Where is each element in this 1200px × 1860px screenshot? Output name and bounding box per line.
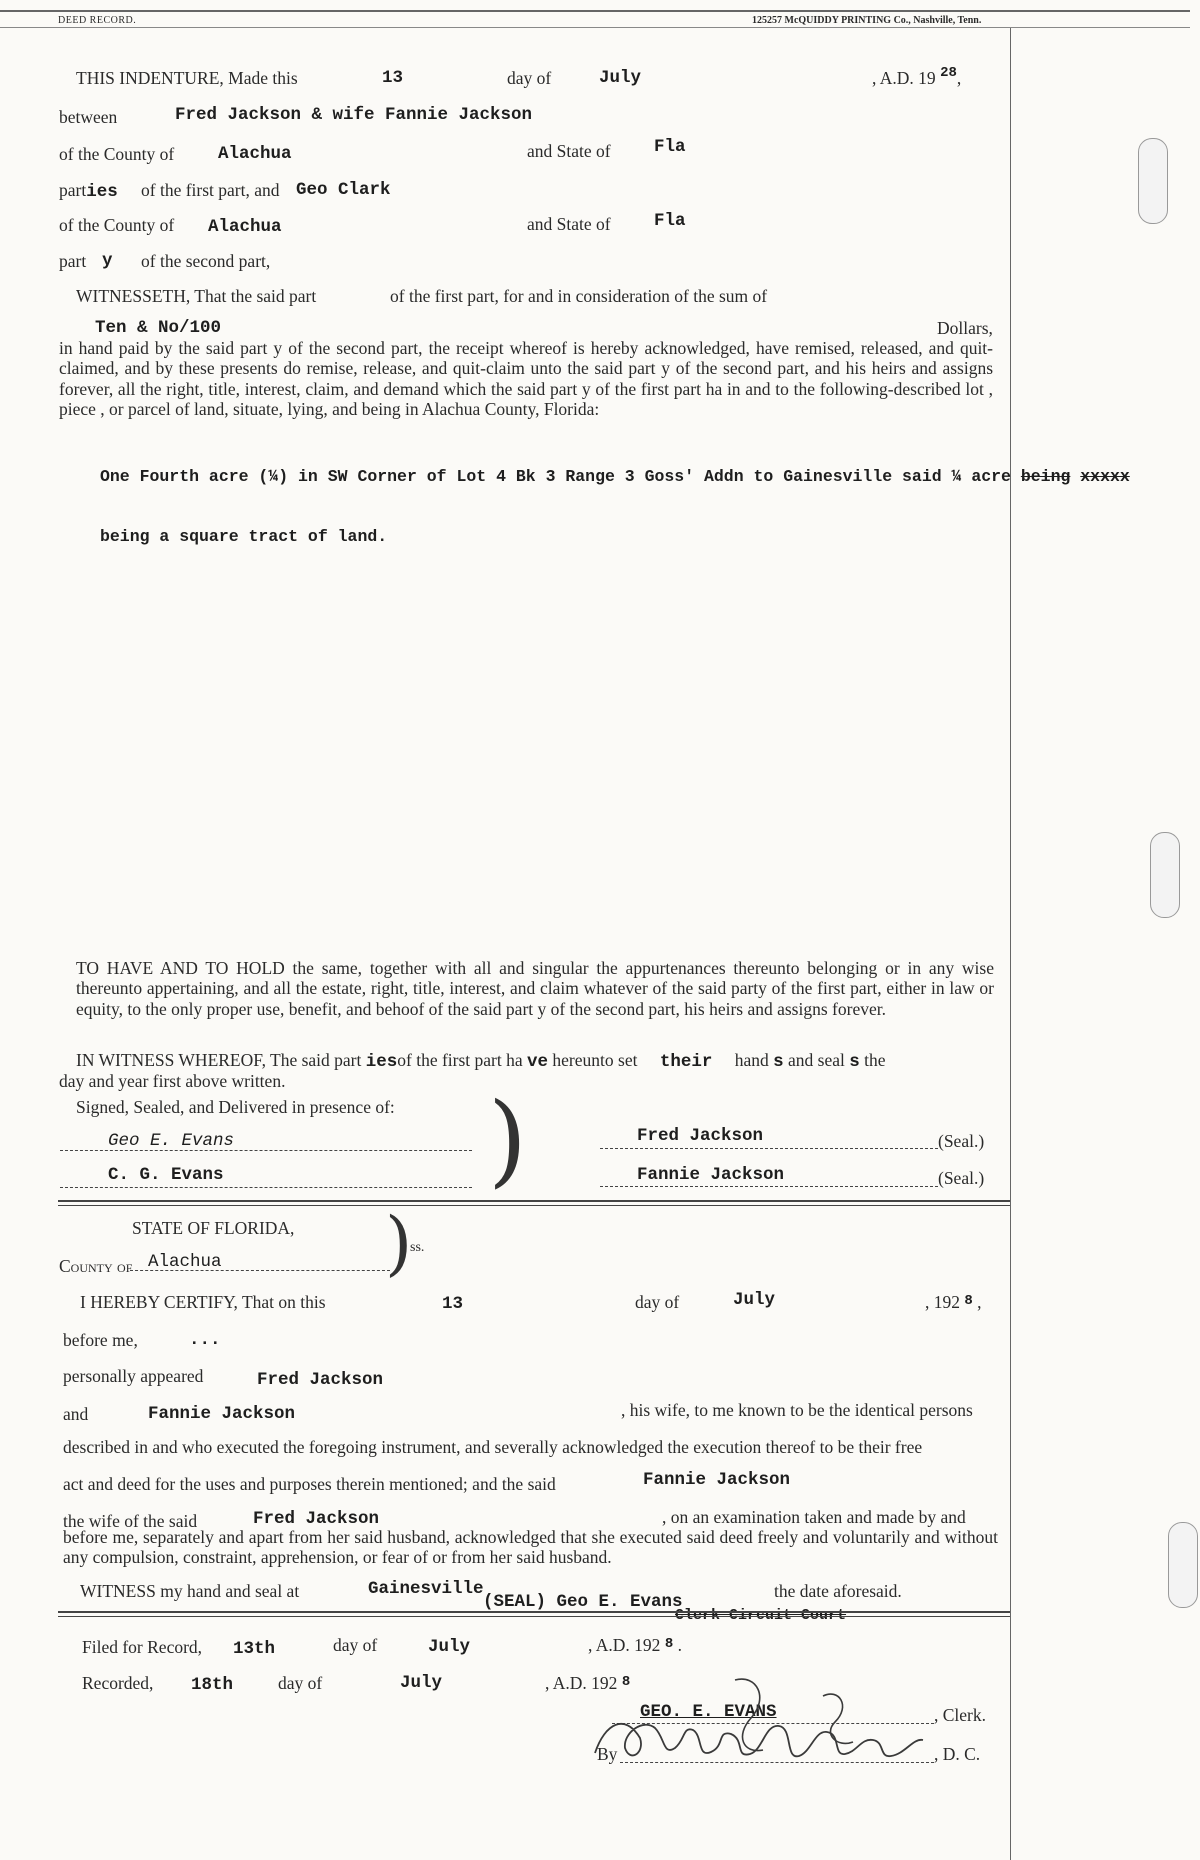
consideration-paragraph: in hand paid by the said part y of the second part, the receipt whereof is hereby acknowledged, have remised, released, and quit-claimed, and by these presents do remise, release, and quit-claim unto the said part y of the second part, and his heirs and assigns forever, all the right, title, interest, claim, and demand which the said part y of the first part ha in and to the following-described lot , piece , or parcel of land, situate, lying, and being in Alachua County, Florida:: [59, 338, 993, 420]
and-label: and: [63, 1404, 89, 1424]
parties-line: [59, 180, 118, 203]
deed-year-suffix: 28: [940, 65, 957, 81]
binder-hole-3: [1168, 1522, 1198, 1608]
wife-of-label: the wife of the said: [63, 1511, 198, 1531]
recorded-label: Recorded,: [82, 1673, 154, 1693]
ack-day-of: day of: [635, 1292, 680, 1312]
ack-day: 13: [442, 1294, 464, 1314]
examination-text: , on an examination taken and made by and: [662, 1507, 966, 1527]
filed-day-of: day of: [333, 1635, 378, 1655]
grantee-state: Fla: [654, 211, 686, 231]
signer2-seal: (Seal.): [938, 1168, 985, 1188]
header-rule-bottom: [0, 27, 1190, 28]
ad-label: [872, 65, 962, 90]
header-printer-label: 125257 McQUIDDY PRINTING Co., Nashville, Tenn.: [752, 15, 982, 26]
certify-text: I HEREBY CERTIFY, That on this: [80, 1292, 326, 1312]
county-label-2: of the County of: [59, 215, 175, 235]
filed-ad-text: , A.D. 192: [588, 1635, 661, 1655]
witness2-line: [60, 1187, 472, 1188]
filed-ad: [588, 1635, 682, 1657]
parties-suffix: ies: [86, 182, 118, 202]
land-description-line2: being a square tract of land.: [100, 527, 388, 546]
recorded-month: July: [400, 1673, 443, 1693]
deed-month: July: [599, 68, 642, 88]
officer-mark: ...: [189, 1330, 221, 1350]
filed-month: July: [428, 1637, 471, 1657]
dollars-label: Dollars,: [937, 318, 993, 338]
binder-hole-1: [1138, 138, 1168, 224]
state-heading: STATE OF FLORIDA,: [132, 1218, 295, 1238]
filed-day: 13th: [233, 1639, 276, 1659]
clerk-name: GEO. E. EVANS: [640, 1702, 777, 1722]
header-rule-top: [0, 10, 1190, 12]
ack-county: Alachua: [148, 1252, 222, 1272]
party-suffix: y: [102, 251, 113, 271]
husband-name: Fred Jackson: [253, 1509, 380, 1529]
ack-year: [925, 1292, 982, 1314]
grantor-county: Alachua: [218, 144, 292, 164]
section-rule-2a: [58, 1611, 1010, 1613]
land-xed-out: xxxxx: [1080, 467, 1130, 486]
ww-s2: s: [849, 1052, 860, 1072]
ad-comma: ,: [956, 68, 962, 88]
witness1-name: Geo E. Evans: [108, 1131, 235, 1151]
consideration-sum: Ten & No/100: [95, 318, 222, 338]
ww-ve: ve: [527, 1052, 549, 1072]
between-label: between: [59, 107, 118, 127]
witness-whereof-line1: [76, 1050, 886, 1073]
his-wife-text: , his wife, to me known to be the identical persons: [621, 1400, 973, 1420]
signer1-seal: (Seal.): [938, 1131, 985, 1151]
place-name: Gainesville: [368, 1579, 484, 1599]
ww-s1: s: [773, 1052, 784, 1072]
recorded-year: 8: [621, 1674, 631, 1690]
ww-their: their: [659, 1052, 713, 1072]
personally-appeared-label: personally appeared: [63, 1366, 204, 1386]
section-rule-1b: [58, 1205, 1010, 1206]
signer2-name: Fannie Jackson: [637, 1165, 785, 1185]
right-margin-line: [1010, 28, 1011, 1860]
ww-ies: ies: [365, 1052, 398, 1072]
first-part-label: of the first part, and: [141, 180, 280, 200]
witness2-name: C. G. Evans: [108, 1165, 224, 1185]
by-label: By: [597, 1744, 618, 1764]
date-aforesaid: the date aforesaid.: [774, 1581, 902, 1601]
section-rule-1a: [58, 1200, 1010, 1202]
clerk-label: , Clerk.: [934, 1705, 987, 1725]
land-text-1: One Fourth acre (¼) in SW Corner of Lot 4 Bk 3 Range 3 Goss' Addn to Gainesville said ¼ acre: [100, 467, 1011, 486]
examination-paragraph: before me, separately and apart from her said husband, acknowledged that she executed said deed freely and voluntarily and without any compulsion, constraint, apprehension, or fear of or from her said husband.: [63, 1527, 998, 1568]
ss-label: ss.: [410, 1240, 425, 1255]
witness-whereof-line2: day and year first above written.: [59, 1071, 286, 1091]
county-line: [130, 1270, 390, 1271]
clerk-title-struck: Clerk Circuit Court: [675, 1607, 847, 1624]
habendum-paragraph: TO HAVE AND TO HOLD the same, together with all and singular the appurtenances thereunto belonging or in any wise thereunto appertaining, and all the estate, right, title, interest, and claim whatever of the said party of the first part, either in law or equity, to the only proper use, benefit, and behoof of the said part y of the second part, his heirs and assigns forever.: [76, 958, 994, 1019]
ww-text-a: IN WITNESS WHEREOF, The said part: [76, 1050, 362, 1070]
dc-label: , D. C.: [934, 1744, 981, 1764]
ack-year-prefix: , 192: [925, 1292, 960, 1312]
described-text: described in and who executed the foregoing instrument, and severally acknowledged the execution thereof to be their free: [63, 1437, 923, 1457]
deed-day: 13: [382, 68, 404, 88]
filed-label: Filed for Record,: [82, 1637, 203, 1657]
signer1-line: [600, 1148, 938, 1149]
land-description-line1: [100, 467, 1130, 487]
signature-brace: ): [488, 1081, 528, 1198]
signer2-line: [600, 1186, 938, 1187]
recorded-day-of: day of: [278, 1673, 323, 1693]
grantee-county: Alachua: [208, 217, 282, 237]
witnesseth-b: of the first part, for and in consideration of the sum of: [390, 286, 768, 306]
wife-name: Fannie Jackson: [643, 1470, 791, 1490]
ww-text-d: hand: [734, 1050, 769, 1070]
day-of-label: day of: [507, 68, 552, 88]
person1-name: Fred Jackson: [257, 1370, 384, 1390]
ww-text-b: of the first part ha: [397, 1050, 523, 1070]
witnesseth-a: WITNESSETH, That the said part: [76, 286, 317, 306]
state-label-2: and State of: [527, 214, 611, 234]
ww-text-f: the: [864, 1050, 886, 1070]
ww-text-c: hereunto set: [552, 1050, 638, 1070]
header-left-label: DEED RECORD.: [58, 15, 137, 26]
ad-text: , A.D. 19: [872, 68, 936, 88]
signer1-name: Fred Jackson: [637, 1126, 764, 1146]
binder-hole-2: [1150, 832, 1180, 918]
ack-year-digit: 8: [964, 1293, 973, 1309]
parties-prefix: part: [59, 180, 87, 200]
land-struck-word: being: [1020, 467, 1071, 486]
second-part-label: of the second part,: [141, 251, 271, 271]
signed-sealed-label: Signed, Sealed, and Delivered in presence of:: [76, 1097, 395, 1117]
before-me-label: before me,: [63, 1330, 138, 1350]
filed-year: 8: [664, 1636, 674, 1652]
party-prefix: part: [59, 251, 87, 271]
witness-hand-label: WITNESS my hand and seal at: [80, 1581, 300, 1601]
county-label-1: of the County of: [59, 144, 175, 164]
ack-year-comma: ,: [977, 1292, 982, 1312]
person2-name: Fannie Jackson: [148, 1404, 296, 1424]
grantor-names: Fred Jackson & wife Fannie Jackson: [175, 105, 533, 125]
seal-signer: (SEAL) Geo E. Evans: [483, 1592, 683, 1612]
county-brace: ): [385, 1202, 413, 1284]
recorded-ad-text: , A.D. 192: [545, 1673, 618, 1693]
state-label-1: and State of: [527, 141, 611, 161]
grantor-state: Fla: [654, 137, 686, 157]
county-of-label: County of: [59, 1256, 133, 1276]
act-deed-text: act and deed for the uses and purposes therein mentioned; and the said: [63, 1474, 556, 1494]
handwritten-signature: [585, 1668, 945, 1778]
grantee-name: Geo Clark: [296, 180, 391, 200]
ack-month: July: [733, 1290, 776, 1310]
recorded-day: 18th: [191, 1675, 234, 1695]
ww-text-e: and seal: [788, 1050, 845, 1070]
indenture-intro: THIS INDENTURE, Made this: [76, 68, 298, 88]
section-rule-2b: [58, 1616, 1010, 1617]
filed-period: .: [677, 1635, 682, 1655]
